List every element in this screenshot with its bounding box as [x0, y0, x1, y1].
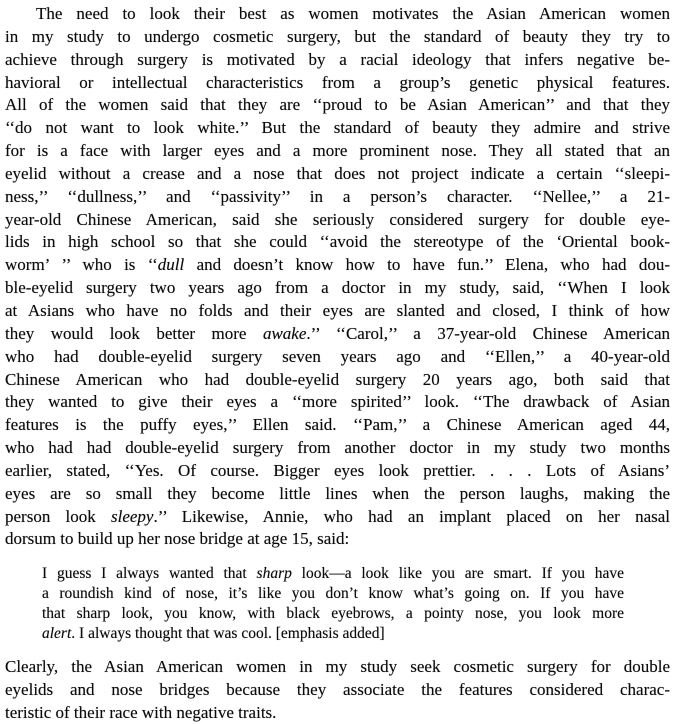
- text-segment: ness,’’ ‘‘dullness,’’ and ‘‘passivity’’ in a person’s character. ‘‘Nellee,’’ a 21-: [5, 186, 670, 206]
- text-line: [5, 254, 670, 277]
- text-line: [5, 186, 670, 209]
- text-segment: I guess I always wanted that: [42, 565, 257, 583]
- text-segment: in my study to undergo cosmetic surgery, but the standard of beauty they try to: [5, 26, 670, 46]
- italic-text-segment: alert: [42, 625, 72, 643]
- text-line: [5, 414, 670, 437]
- text-segment: look—a look like you are smart. If you have: [291, 565, 624, 583]
- text-line: [5, 117, 670, 140]
- text-line: [5, 460, 670, 483]
- text-segment: features is the puffy eyes,’’ Ellen said. ‘‘Pam,’’ a Chinese American aged 44,: [5, 415, 670, 435]
- closing-paragraph: [5, 655, 670, 724]
- text-line: [5, 140, 670, 163]
- text-line: [5, 323, 670, 346]
- italic-text-segment: dull: [157, 255, 185, 275]
- text-line: [42, 584, 624, 604]
- text-line: [5, 94, 670, 117]
- text-line: [5, 26, 670, 49]
- text-line: [42, 624, 624, 644]
- text-line: [5, 3, 670, 26]
- text-segment: at Asians who have no folds and their eyes are slanted and closed, I think of how: [5, 300, 670, 320]
- text-line: [5, 506, 670, 529]
- text-segment: who had had double-eyelid surgery from another doctor in my study two months: [5, 438, 670, 458]
- text-line: [5, 209, 670, 232]
- text-segment: eyes are so small they become little lines when the person laughs, making the: [5, 483, 670, 503]
- text-segment: a roundish kind of nose, it’s like you don’t know what’s going on. If you have: [42, 585, 624, 603]
- italic-text-segment: awake: [262, 323, 307, 343]
- text-segment: achieve through surgery is motivated by a racial ideology that infers negative be-: [5, 49, 670, 69]
- text-segment: that sharp look, you know, with black eyebrows, a pointy nose, you look more: [42, 605, 624, 623]
- text-line: [5, 483, 670, 506]
- text-line: [5, 163, 670, 186]
- text-line: [5, 72, 670, 95]
- text-line: [5, 231, 670, 254]
- text-line: [42, 604, 624, 624]
- text-segment: dorsum to build up her nose bridge at age 15, said:: [5, 529, 350, 549]
- text-line: [5, 391, 670, 414]
- text-segment: .’’ ‘‘Carol,’’ a 37-year-old Chinese American: [306, 323, 670, 343]
- text-segment: . I always thought that was cool. [emphasis added]: [71, 625, 385, 643]
- text-line: [5, 437, 670, 460]
- italic-text-segment: sharp: [256, 565, 292, 583]
- text-segment: eyelid without a crease and a nose that does not project indicate a certain ‘‘sleepi-: [5, 163, 670, 183]
- block-quote: [42, 564, 624, 644]
- text-segment: who had double-eyelid surgery seven years ago and ‘‘Ellen,’’ a 40-year-old: [5, 346, 670, 366]
- text-segment: All of the women said that they are ‘‘proud to be Asian American’’ and that they: [5, 95, 670, 115]
- text-segment: they would look better more: [5, 323, 263, 343]
- text-line: [5, 300, 670, 323]
- text-segment: ‘‘do not want to look white.’’ But the standard of beauty they admire and strive: [5, 118, 670, 138]
- text-segment: worm’ ’’ who is ‘‘: [5, 255, 158, 275]
- text-segment: year-old Chinese American, said she seriously considered surgery for double eye-: [5, 209, 670, 229]
- text-line: [5, 346, 670, 369]
- text-segment: havioral or intellectual characteristics from a group’s genetic physical features.: [5, 72, 670, 92]
- text-segment: teristic of their race with negative traits.: [5, 703, 277, 723]
- text-segment: Chinese American who had double-eyelid surgery 20 years ago, both said that: [5, 369, 670, 389]
- text-line: [5, 528, 670, 551]
- text-segment: lids in high school so that she could ‘‘avoid the stereotype of the ‘Oriental book-: [5, 232, 670, 252]
- text-segment: Clearly, the Asian American women in my study seek cosmetic surgery for double: [5, 657, 670, 677]
- text-segment: earlier, stated, ‘‘Yes. Of course. Bigger eyes look prettier. . . . Lots of Asians’: [5, 460, 670, 480]
- text-line: [5, 701, 670, 724]
- text-segment: they wanted to give their eyes a ‘‘more spirited’’ look. ‘‘The drawback of Asian: [5, 392, 670, 412]
- text-line: [42, 564, 624, 584]
- text-line: [5, 369, 670, 392]
- text-segment: .’’ Likewise, Annie, who had an implant placed on her nasal: [153, 506, 670, 526]
- text-segment: ble-eyelid surgery two years ago from a doctor in my study, said, ‘‘When I look: [5, 278, 670, 298]
- text-line: [5, 49, 670, 72]
- text-segment: The need to look their best as women motivates the Asian American women: [36, 4, 670, 23]
- text-segment: person look: [5, 506, 111, 526]
- text-segment: for is a face with larger eyes and a more prominent nose. They all stated that an: [5, 141, 670, 161]
- document-body: [5, 3, 670, 724]
- text-line: [5, 277, 670, 300]
- text-line: [5, 678, 670, 701]
- italic-text-segment: sleepy: [111, 506, 154, 526]
- main-paragraph: [5, 3, 670, 551]
- text-segment: and doesn’t know how to have fun.’’ Elena, who had dou-: [184, 255, 670, 275]
- text-segment: eyelids and nose bridges because they associate the features considered charac-: [5, 680, 670, 700]
- text-line: [5, 655, 670, 678]
